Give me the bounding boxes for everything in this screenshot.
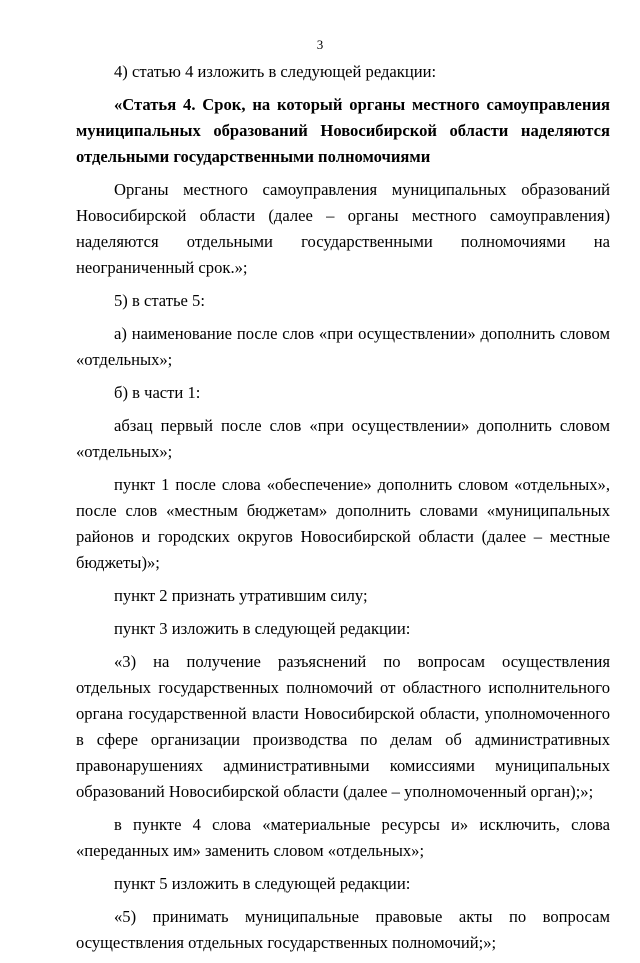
paragraph-amend-article-4: 4) статью 4 изложить в следующей редакции: — [114, 62, 437, 81]
document-body — [76, 59, 610, 963]
paragraph-point-2: пункт 2 признать утратившим силу; — [114, 586, 368, 605]
paragraph-point-4: в пункте 4 слова «материальные ресурсы и» исключить, слова «переданных им» заменить словом «отдельных»; — [76, 815, 610, 860]
paragraph-article-4-text: Органы местного самоуправления муниципальных образований Новосибирской области (далее – органы местного самоуправления) наделяются отдельными государственными полномочиями на неограниченный срок.»; — [76, 180, 610, 277]
paragraph-point-5-intro: пункт 5 изложить в следующей редакции: — [114, 874, 411, 893]
paragraph-point-3-intro: пункт 3 изложить в следующей редакции: — [114, 619, 411, 638]
paragraph-item-a: а) наименование после слов «при осуществлении» дополнить словом «отдельных»; — [76, 324, 610, 369]
paragraph-point-3-text: «3) на получение разъяснений по вопросам осуществления отдельных государственных полномочий от областного исполнительного органа государственной власти Новосибирской области, уполномоченного в сфере организации производства по делам об административных правонарушениях административными комиссиями муниципальных образований Новосибирской области (далее – уполномоченный орган);»; — [76, 652, 610, 801]
paragraph-item-b: б) в части 1: — [114, 383, 201, 402]
page-number: 3 — [316, 37, 324, 52]
paragraph-point-5-text: «5) принимать муниципальные правовые акты по вопросам осуществления отдельных государственных полномочий;»; — [76, 907, 610, 952]
paragraph-point-1: пункт 1 после слова «обеспечение» дополнить словом «отдельных», после слов «местным бюджетам» дополнить словами «муниципальных районов и городских округов Новосибирской области (далее – местные бюджеты)»; — [76, 475, 610, 572]
paragraph-first-abzac: абзац первый после слов «при осуществлении» дополнить словом «отдельных»; — [76, 416, 610, 461]
paragraph-article-4-heading: «Статья 4. Срок, на который органы местного самоуправления муниципальных образований Новосибирской области наделяются отдельными государственными полномочиями — [76, 95, 610, 166]
paragraph-article-5-intro: 5) в статье 5: — [114, 291, 205, 310]
